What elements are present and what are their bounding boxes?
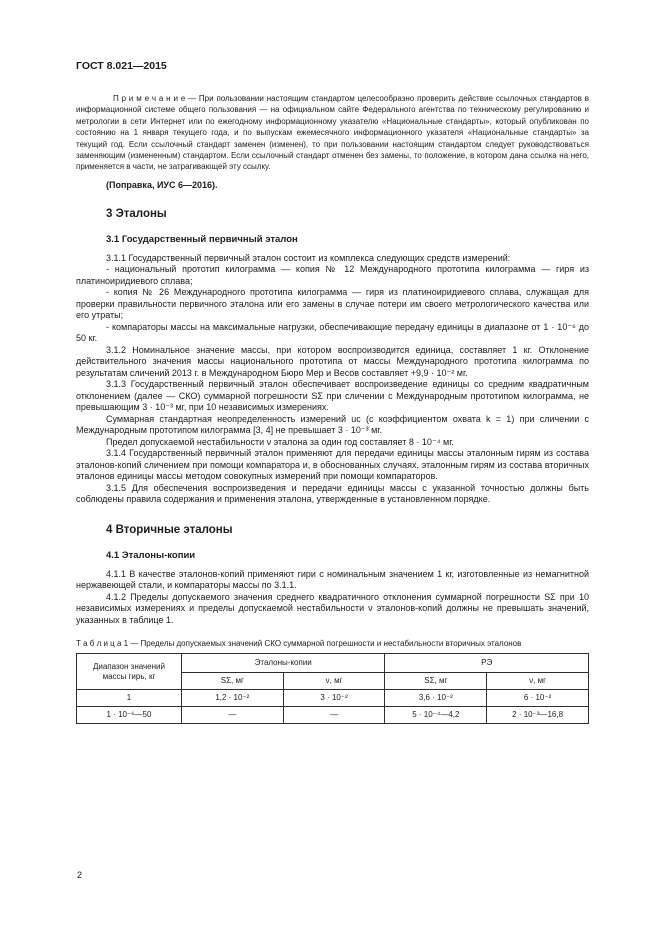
paragraph-3-1-4: 3.1.4 Государственный первичный эталон применяют для передачи единицы массы эталонным гирям из состава эталонов-копий сличением при помощи компаратора и, в обоснованных случаях, эталонным гирям из состава вторичных эталонов единицы массы методом совокупных измерений при помощи компараторов. [76, 448, 589, 482]
table-col1-header: Диапазон значений массы гирь, кг [77, 654, 182, 690]
table-group-header-re: РЭ [385, 654, 589, 673]
paragraph-3-1-1: 3.1.1 Государственный первичный эталон состоит из комплекса следующих средств измерений: [106, 252, 511, 263]
section-3-heading: 3 Эталоны [106, 207, 167, 220]
table-row [77, 690, 589, 707]
paragraph-3-1-2: 3.1.2 Номинальное значение массы, при котором воспроизводится единица, составляет 1 кг. Отклонение действительного значения массы национального прототипа от массы Международного прототипа килограмма по результатам сличений 2013 г. в Международном Бюро Мер и Весов составляет +9,9 · 10⁻² мг. [76, 344, 589, 378]
paragraph-4-1-1: 4.1.1 В качестве эталонов-копий применяют гири с номинальным значением 1 кг, изготовленные из немагнитной нержавеющей стали, и компараторы массы по 3.1.1. [76, 568, 589, 591]
list-item-comparators: - компараторы массы на максимальные нагрузки, обеспечивающие передачу единицы в диапазоне от 1 · 10⁻⁶ до 50 кг. [76, 321, 589, 344]
paragraph-uncertainty: Суммарная стандартная неопределенность измерений uc (с коэффициентом охвата k = 1) при сличении с Международным прототипом килограмма [3, 4] не превышает 3 · 10⁻³ мг. [76, 413, 589, 436]
amendment-note: (Поправка, ИУС 6—2016). [106, 179, 218, 190]
section-3-1-heading: 3.1 Государственный первичный эталон [106, 233, 298, 245]
table-cell: 6 · 10⁻² [487, 690, 589, 707]
table-cell: — [181, 707, 283, 724]
note-paragraph: П р и м е ч а н и е — При пользовании настоящим стандартом целесообразно проверить действие ссылочных стандартов в информационной системе общего пользования — на официальном сайте Федерального агентства по техническому регулированию и метрологии в сети Интернет или по ежегодному информационному указателю «Национальные стандарты», который опубликован по состоянию на 1 января текущего года, и по выпускам ежемесячного информационного указателя «Национальные стандарты» за текущий год. Если ссылочный стандарт заменен (изменен), то при пользовании настоящим стандартом следует руководствоваться заменяющим (измененным) стандартом. Если ссылочный стандарт отменен без замены, то положение, в котором дана ссылка на него, применяется в части, не затрагивающей эту ссылку. [76, 94, 589, 172]
table-subheader-s-copies: SΣ, мг [181, 673, 283, 690]
table-cell: 1 [77, 690, 182, 707]
table-cell: 1,2 · 10⁻² [181, 690, 283, 707]
paragraph-instability-limit: Предел допускаемой нестабильности ν эталона за один год составляет 8 · 10⁻⁴ мг. [106, 436, 454, 447]
list-item-national-prototype: - национальный прототип килограмма — копия № 12 Международного прототипа килограмма — гиря из платиноиридиевого сплава; [76, 264, 589, 286]
page-number: 2 [77, 870, 83, 880]
paragraph-4-1-2: 4.1.2 Пределы допускаемого значения среднего квадратичного отклонения суммарной погрешности SΣ при 10 независимых измерениях и пределы допускаемой нестабильности ν эталонов-копий должны не превышать значений, указанных в таблице 1. [76, 591, 589, 625]
table-row [77, 707, 589, 724]
table-cell: 3 · 10⁻² [283, 690, 385, 707]
section-4-1-heading: 4.1 Эталоны-копии [106, 549, 196, 561]
paragraph-3-1-5: 3.1.5 Для обеспечения воспроизведения и передачи единицы массы с указанной точностью должны быть соблюдены правила содержания и применения эталона, утвержденные в установленном порядке. [76, 482, 589, 505]
table-1 [76, 653, 589, 724]
table-cell: 2 · 10⁻³—16,8 [487, 707, 589, 724]
table-caption: Т а б л и ц а 1 — Пределы допускаемых значений СКО суммарной погрешности и нестабильности вторичных эталонов [76, 639, 522, 649]
table-cell: 3,6 · 10⁻² [385, 690, 487, 707]
table-cell: — [283, 707, 385, 724]
table-cell: 1 · 10⁻⁶—50 [77, 707, 182, 724]
list-item-copy-26: - копия № 26 Международного прототипа килограмма — гиря из платиноиридиевого сплава, служащая для проверки правильности первичного эталона или его замены в случае потери им своего метрологического качества или его утраты; [76, 287, 589, 321]
table-group-header-copies: Эталоны-копии [181, 654, 385, 673]
table-subheader-s-re: SΣ, мг [385, 673, 487, 690]
document-number: ГОСТ 8.021—2015 [76, 60, 167, 72]
table-subheader-nu-copies: ν, мг [283, 673, 385, 690]
paragraph-3-1-3: 3.1.3 Государственный первичный эталон обеспечивает воспроизведение единицы со средним квадратичным отклонением (далее — СКО) суммарной погрешности SΣ при сличении с Международным прототипом килограмма, не превышающим 3 · 10⁻³ мг, при 10 независимых измерениях. [76, 379, 589, 413]
table-cell: 5 · 10⁻⁴—4,2 [385, 707, 487, 724]
table-subheader-nu-re: ν, мг [487, 673, 589, 690]
section-4-heading: 4 Вторичные эталоны [106, 523, 233, 536]
